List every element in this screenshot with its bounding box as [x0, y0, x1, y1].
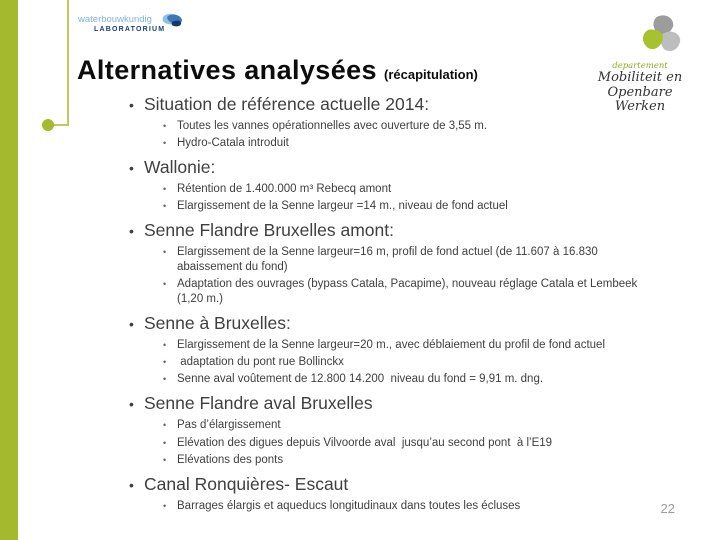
sub-bullet-icon: • [163, 357, 167, 368]
bullet-item [129, 499, 653, 514]
page-number: 22 [660, 501, 675, 516]
mow-mobiliteit-text: Mobiliteit en [597, 70, 683, 85]
bullet-item-text: Pas d’élargissement [177, 419, 281, 432]
sub-bullet-icon: • [163, 374, 167, 385]
bullet-item-text: Hydro-Catala introduit [177, 137, 289, 150]
sub-bullet-icon: • [163, 454, 167, 465]
section-heading [129, 157, 653, 179]
bullet-icon: • [129, 97, 134, 113]
bullet-item-text: Rétention de 1.400.000 m³ Rebecq amont [177, 183, 392, 196]
bullet-icon: • [129, 315, 134, 332]
bullet-item [129, 245, 653, 275]
page-title: Alternatives analysées [77, 55, 377, 85]
mow-openbare-werken-text: Openbare Werken [607, 84, 673, 114]
pinwheel-icon [638, 10, 686, 60]
bullet-icon: • [129, 476, 134, 493]
bullet-item [129, 453, 653, 468]
sub-bullet-icon: • [163, 420, 167, 431]
bullet-item [129, 182, 653, 197]
bullet-item-text: Elévation des digues depuis Vilvoorde aval jusqu’au second pont à l’E19 [177, 436, 553, 449]
bullet-item [129, 277, 653, 307]
bullet-icon: • [129, 160, 134, 177]
section-heading-text: Senne à Bruxelles: [144, 312, 291, 333]
sub-bullet-icon: • [163, 437, 167, 448]
bullet-item-text: Elargissement de la Senne largeur =14 m., niveau de fond actuel [177, 200, 508, 213]
bullet-item [129, 436, 653, 451]
bullet-item-text: Senne aval voûtement de 12.800 14.200 niveau du fond = 9,91 m. dng. [177, 373, 544, 386]
title-row [77, 55, 478, 86]
waterbouwkundig-logo [78, 14, 170, 34]
section-heading [129, 94, 653, 116]
bullet-item-text: Barrages élargis et aqueducs longitudinaux dans toutes les écluses [177, 499, 521, 512]
section-heading-text: Canal Ronquières- Escaut [144, 473, 349, 494]
water-splash-icon [160, 12, 186, 30]
section-heading [129, 313, 653, 335]
section-heading-text: Senne Flandre Bruxelles amont: [144, 220, 394, 241]
content-sections [129, 94, 653, 516]
bullet-icon: • [129, 396, 134, 413]
laboratorium-logo-text: LABORATORIUM [94, 26, 166, 33]
decor-dot [42, 119, 54, 131]
sub-bullet-icon: • [163, 500, 167, 511]
mow-departement-text: departement [612, 61, 668, 71]
bullet-item-text: Elargissement de la Senne largeur=16 m, profil de fond actuel (de 11.607 à 16.830 abaissement du fond) [177, 246, 601, 273]
bullet-icon: • [129, 223, 134, 240]
section-heading-text: Wallonie: [144, 157, 216, 178]
bullet-item [129, 355, 653, 370]
sub-bullet-icon: • [163, 279, 167, 290]
waterbouwkundig-logo-text: waterbouwkundig [78, 14, 152, 25]
bullet-item [129, 418, 653, 433]
section-heading [129, 393, 653, 415]
decor-connector-line [53, 124, 69, 126]
bullet-item-text: adaptation du pont rue Bollinckx [177, 356, 344, 369]
section-heading-text: Senne Flandre aval Bruxelles [144, 393, 373, 414]
sub-bullet-icon: • [163, 121, 167, 131]
sub-bullet-icon: • [163, 138, 167, 149]
bullet-item-text: Toutes les vannes opérationnelles avec ouverture de 3,55 m. [177, 120, 488, 132]
bullet-item [129, 119, 653, 134]
sub-bullet-icon: • [163, 339, 167, 350]
bullet-item-text: Elargissement de la Senne largeur=20 m., avec déblaiement du profil de fond actuel [177, 338, 605, 351]
bullet-item [129, 338, 653, 353]
bullet-item [129, 372, 653, 387]
sub-bullet-icon: • [163, 247, 167, 258]
section-heading-text: Situation de référence actuelle 2014: [144, 94, 430, 114]
bullet-item-text: Elévations des ponts [177, 453, 284, 466]
page-title-suffix: (récapitulation) [383, 67, 478, 82]
bullet-item-text: Adaptation des ouvrages (bypass Catala, Pacapime), nouveau réglage Catala et Lembeek (1,20 m.) [177, 278, 641, 306]
sub-bullet-icon: • [163, 201, 167, 212]
bullet-item [129, 136, 653, 151]
decor-vertical-line [67, 0, 69, 125]
section-heading [129, 220, 653, 242]
left-accent-bar [0, 0, 18, 540]
section-heading [129, 474, 653, 496]
bullet-item [129, 199, 653, 214]
sub-bullet-icon: • [163, 184, 167, 195]
